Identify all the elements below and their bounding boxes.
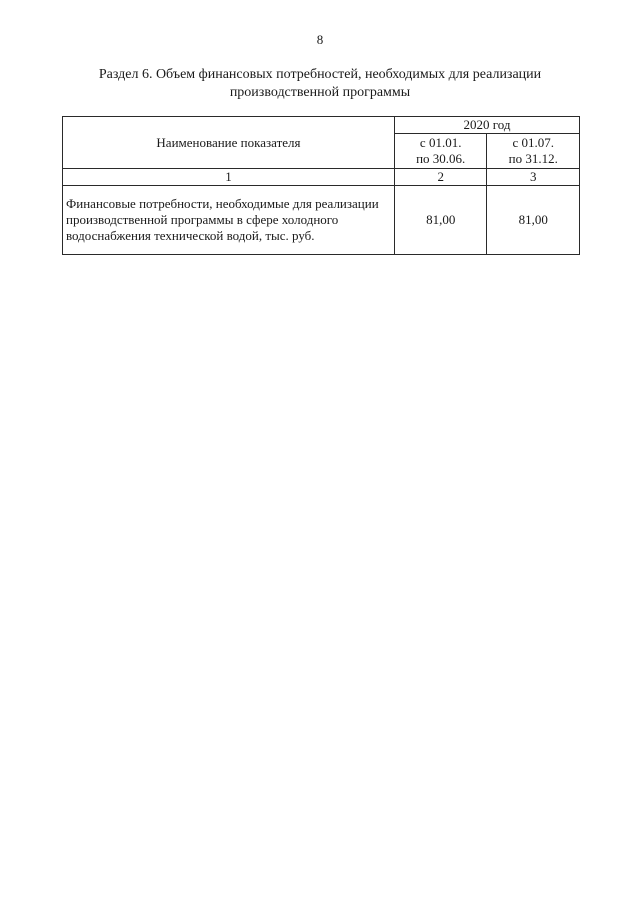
table-row [63, 186, 580, 255]
section-title [60, 66, 580, 102]
financial-needs-table [62, 116, 580, 255]
header-period-2-end: по 31.12. [508, 151, 558, 166]
section-title-line-2: производственной программы [229, 85, 411, 100]
header-period-2-start: с 01.07. [512, 135, 554, 150]
row-label: Финансовые потребности, необходимые для реализации производственной программы в сфере холодного водоснабжения технической водой, тыс. руб. [63, 186, 395, 255]
header-period-2 [487, 134, 580, 169]
header-indicator-name: Наименование показателя [63, 117, 395, 169]
row-value-period-2: 81,00 [487, 186, 580, 255]
section-title-line-1: Раздел 6. Объем финансовых потребностей, необходимых для реализации [98, 67, 542, 82]
column-number-3: 3 [487, 169, 580, 186]
column-number-row [63, 169, 580, 186]
column-number-1: 1 [63, 169, 395, 186]
header-period-1-end: по 30.06. [416, 151, 466, 166]
header-year: 2020 год [394, 117, 579, 134]
row-value-period-1: 81,00 [394, 186, 487, 255]
header-period-1 [394, 134, 487, 169]
header-period-1-start: с 01.01. [419, 135, 462, 150]
page-number: 8 [316, 32, 324, 47]
column-number-2: 2 [394, 169, 487, 186]
